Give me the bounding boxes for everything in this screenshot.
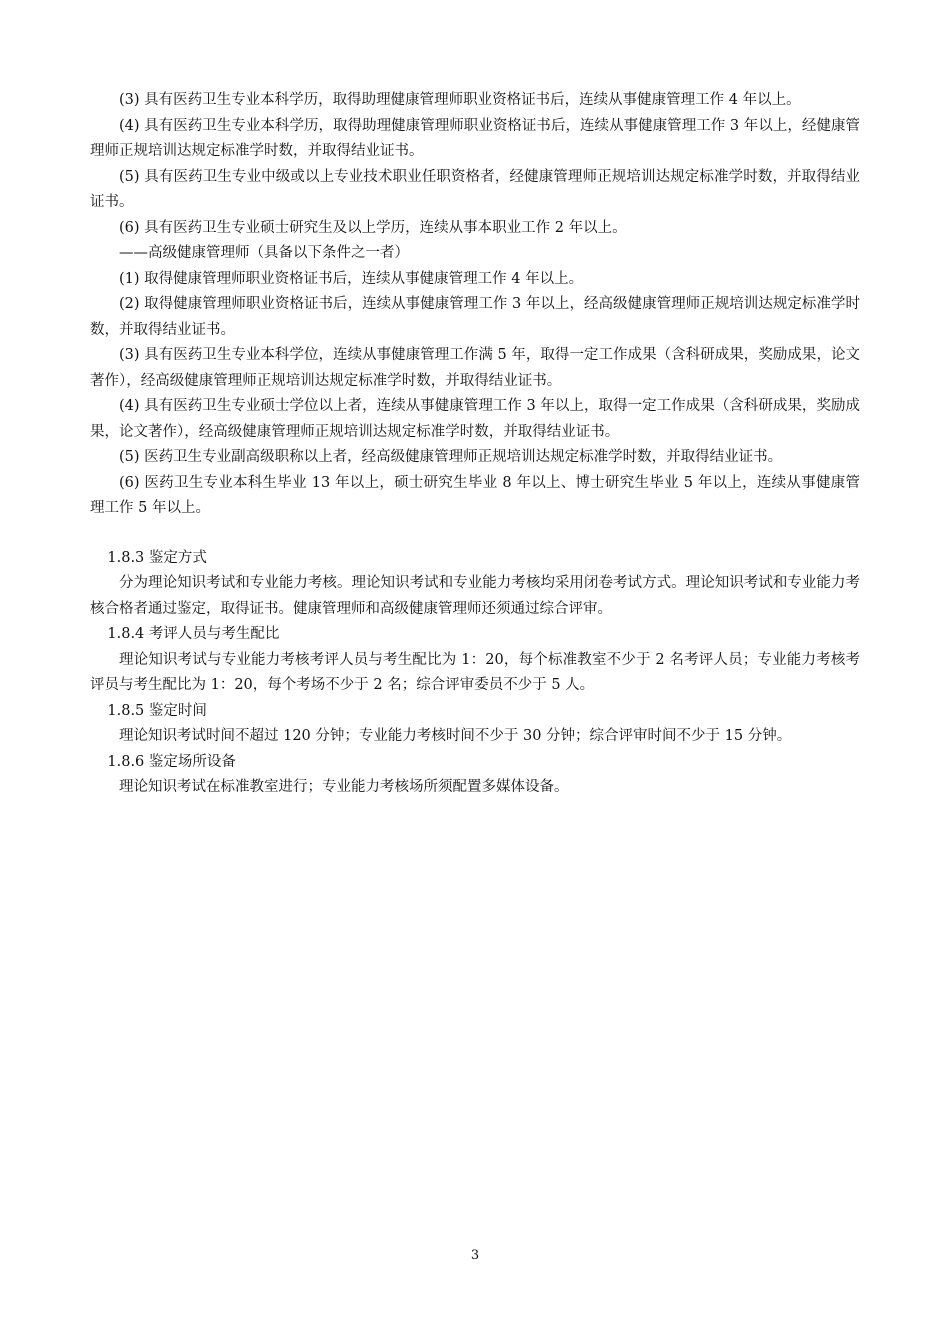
list-item-intermediate-3: (3) 具有医药卫生专业本科学历，取得助理健康管理师职业资格证书后，连续从事健康管理工作 4 年以上。	[119, 92, 801, 108]
list-item-intermediate-6: (6) 具有医药卫生专业硕士研究生及以上学历，连续从事本职业工作 2 年以上。	[119, 219, 627, 236]
list-item-senior-3: (3) 具有医药卫生专业本科学位，连续从事健康管理工作满 5 年，取得一定工作成果（含科研成果，奖励成果，论文著作），经高级健康管理师正规培训达规定标准学时数，并取得结业证书。	[90, 347, 860, 389]
section-text-1-8-6: 理论知识考试在标准教室进行；专业能力考核场所须配置多媒体设备。	[119, 779, 569, 795]
senior-heading: ——高级健康管理师（具备以下条件之一者）	[119, 245, 409, 261]
list-item-senior-6: (6) 医药卫生专业本科生毕业 13 年以上，硕士研究生毕业 8 年以上、博士研究生毕业 5 年以上，连续从事健康管理工作 5 年以上。	[90, 474, 860, 516]
document-body	[90, 88, 860, 801]
section-heading-1-8-3: 1.8.3 鉴定方式	[107, 549, 207, 566]
section-heading-1-8-6: 1.8.6 鉴定场所设备	[107, 753, 236, 770]
list-item-intermediate-4: (4) 具有医药卫生专业本科学历，取得助理健康管理师职业资格证书后，连续从事健康管理工作 3 年以上，经健康管理师正规培训达规定标准学时数，并取得结业证书。	[90, 117, 860, 159]
list-item-senior-5: (5) 医药卫生专业副高级职称以上者，经高级健康管理师正规培训达规定标准学时数，并取得结业证书。	[119, 449, 783, 465]
section-text-1-8-5: 理论知识考试时间不超过 120 分钟；专业能力考核时间不少于 30 分钟；综合评审时间不少于 15 分钟。	[119, 728, 792, 744]
list-item-intermediate-5: (5) 具有医药卫生专业中级或以上专业技术职业任职资格者，经健康管理师正规培训达规定标准学时数，并取得结业证书。	[90, 168, 860, 210]
section-text-1-8-3: 分为理论知识考试和专业能力考核。理论知识考试和专业能力考核均采用闭卷考试方式。理论知识考试和专业能力考核合格者通过鉴定，取得证书。健康管理师和高级健康管理师还须通过综合评审。	[90, 575, 860, 617]
section-text-1-8-4: 理论知识考试与专业能力考核考评人员与考生配比为 1：20，每个标准教室不少于 2 名考评人员；专业能力考核考评员与考生配比为 1：20，每个考场不少于 2 名；综合评审委员不少于 5 人。	[90, 651, 860, 693]
page-number: 3	[470, 1248, 480, 1263]
list-item-senior-4: (4) 具有医药卫生专业硕士学位以上者，连续从事健康管理工作 3 年以上，取得一定工作成果（含科研成果，奖励成果，论文著作），经高级健康管理师正规培训达规定标准学时数，并取得结业证书。	[90, 398, 860, 440]
section-spacer	[90, 522, 860, 546]
section-heading-1-8-4: 1.8.4 考评人员与考生配比	[107, 626, 280, 642]
section-heading-1-8-5: 1.8.5 鉴定时间	[107, 702, 207, 719]
list-item-senior-1: (1) 取得健康管理师职业资格证书后，连续从事健康管理工作 4 年以上。	[119, 270, 584, 287]
list-item-senior-2: (2) 取得健康管理师职业资格证书后，连续从事健康管理工作 3 年以上，经高级健康管理师正规培训达规定标准学时数，并取得结业证书。	[90, 296, 860, 338]
